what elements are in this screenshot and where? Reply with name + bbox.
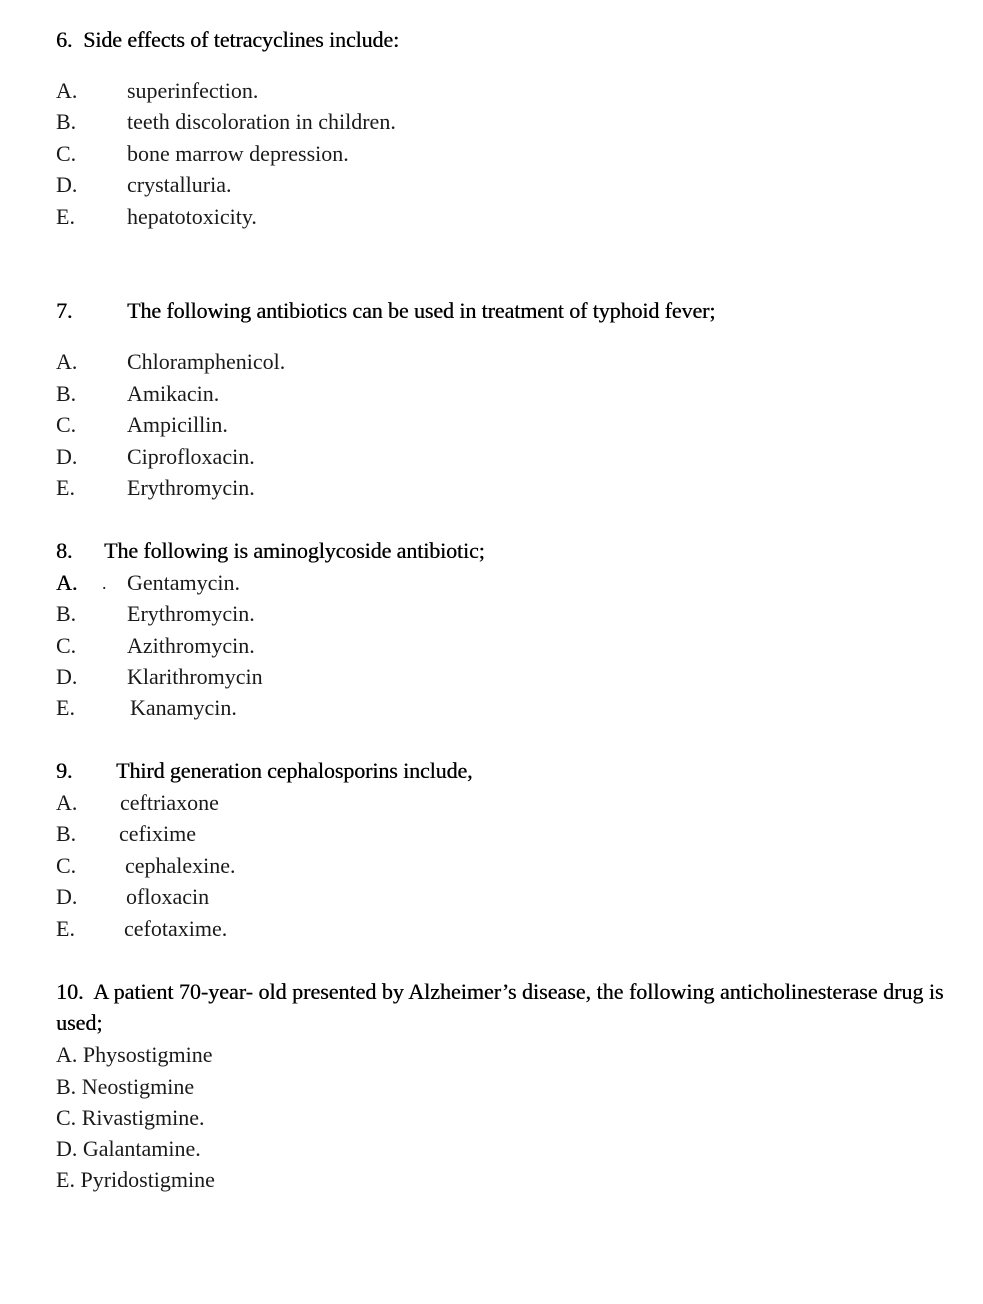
option-label: E. bbox=[56, 916, 75, 941]
option-label: D. bbox=[56, 664, 78, 689]
option-text: Kanamycin. bbox=[130, 695, 237, 720]
option-label: A. bbox=[56, 349, 78, 374]
option-label: D. bbox=[56, 172, 78, 197]
option-label: C. bbox=[56, 412, 77, 437]
option-label: B. bbox=[56, 1074, 77, 1099]
option-text: Klarithromycin bbox=[127, 664, 263, 689]
option-label: D. bbox=[56, 884, 78, 909]
option-10b bbox=[56, 1074, 194, 1100]
option-text: cefotaxime. bbox=[124, 916, 228, 941]
option-text: Erythromycin. bbox=[127, 601, 255, 626]
option-label: B. bbox=[56, 821, 77, 846]
option-text: Chloramphenicol. bbox=[127, 349, 286, 374]
option-text: Pyridostigmine bbox=[80, 1167, 215, 1192]
option-text: Gentamycin. bbox=[127, 570, 241, 595]
option-label: A. bbox=[56, 790, 78, 815]
option-text: Neostigmine bbox=[81, 1074, 195, 1099]
option-10c bbox=[56, 1105, 205, 1131]
question-number: 6. bbox=[56, 27, 73, 52]
option-label: A. bbox=[56, 570, 78, 595]
option-label: A. bbox=[56, 1042, 78, 1067]
option-label: D. bbox=[56, 1136, 78, 1161]
option-text: Ampicillin. bbox=[127, 412, 228, 437]
question-text: A patient 70-year- old presented by Alzheimer’s disease, the following anticholinesterase drug is used; bbox=[56, 979, 944, 1035]
question-text: Third generation cephalosporins include, bbox=[116, 758, 473, 783]
option-text: hepatotoxicity. bbox=[127, 204, 257, 229]
option-10d bbox=[56, 1136, 201, 1162]
option-label: A. bbox=[56, 78, 78, 103]
option-text: teeth discoloration in children. bbox=[127, 109, 396, 134]
option-label: B. bbox=[56, 381, 77, 406]
option-text: Erythromycin. bbox=[127, 475, 255, 500]
question-number: 8. bbox=[56, 538, 73, 563]
option-text: ofloxacin bbox=[126, 884, 210, 909]
option-label: E. bbox=[56, 1167, 75, 1192]
option-label: B. bbox=[56, 109, 77, 134]
option-label: C. bbox=[56, 633, 77, 658]
option-text: superinfection. bbox=[127, 78, 259, 103]
question-text: Side effects of tetracyclines include: bbox=[83, 27, 400, 52]
option-10a bbox=[56, 1042, 212, 1068]
question-number: 7. bbox=[56, 298, 73, 323]
option-label: B. bbox=[56, 601, 77, 626]
option-label: D. bbox=[56, 444, 78, 469]
option-label: E. bbox=[56, 475, 75, 500]
question-6 bbox=[56, 27, 399, 53]
question-10 bbox=[56, 976, 956, 1038]
option-text: bone marrow depression. bbox=[127, 141, 349, 166]
option-label: C. bbox=[56, 141, 77, 166]
option-text: cephalexine. bbox=[125, 853, 236, 878]
option-text: Galantamine. bbox=[82, 1136, 201, 1161]
option-label: E. bbox=[56, 695, 75, 720]
option-label: C. bbox=[56, 1105, 77, 1130]
option-10e bbox=[56, 1167, 215, 1193]
option-text: ceftriaxone bbox=[120, 790, 219, 815]
question-number: 9. bbox=[56, 758, 73, 783]
option-text: Physostigmine bbox=[82, 1042, 213, 1067]
question-number: 10. bbox=[56, 979, 84, 1004]
option-text: crystalluria. bbox=[127, 172, 232, 197]
question-text: The following antibiotics can be used in treatment of typhoid fever; bbox=[127, 298, 716, 323]
option-text: Ciprofloxacin. bbox=[127, 444, 255, 469]
option-text: Azithromycin. bbox=[127, 633, 255, 658]
option-text: cefixime bbox=[119, 821, 196, 846]
option-label: C. bbox=[56, 853, 77, 878]
option-label: E. bbox=[56, 204, 75, 229]
option-text: Amikacin. bbox=[127, 381, 220, 406]
option-text: Rivastigmine. bbox=[81, 1105, 205, 1130]
question-text: The following is aminoglycoside antibiotic; bbox=[104, 538, 485, 563]
option-dot: . bbox=[102, 573, 107, 593]
